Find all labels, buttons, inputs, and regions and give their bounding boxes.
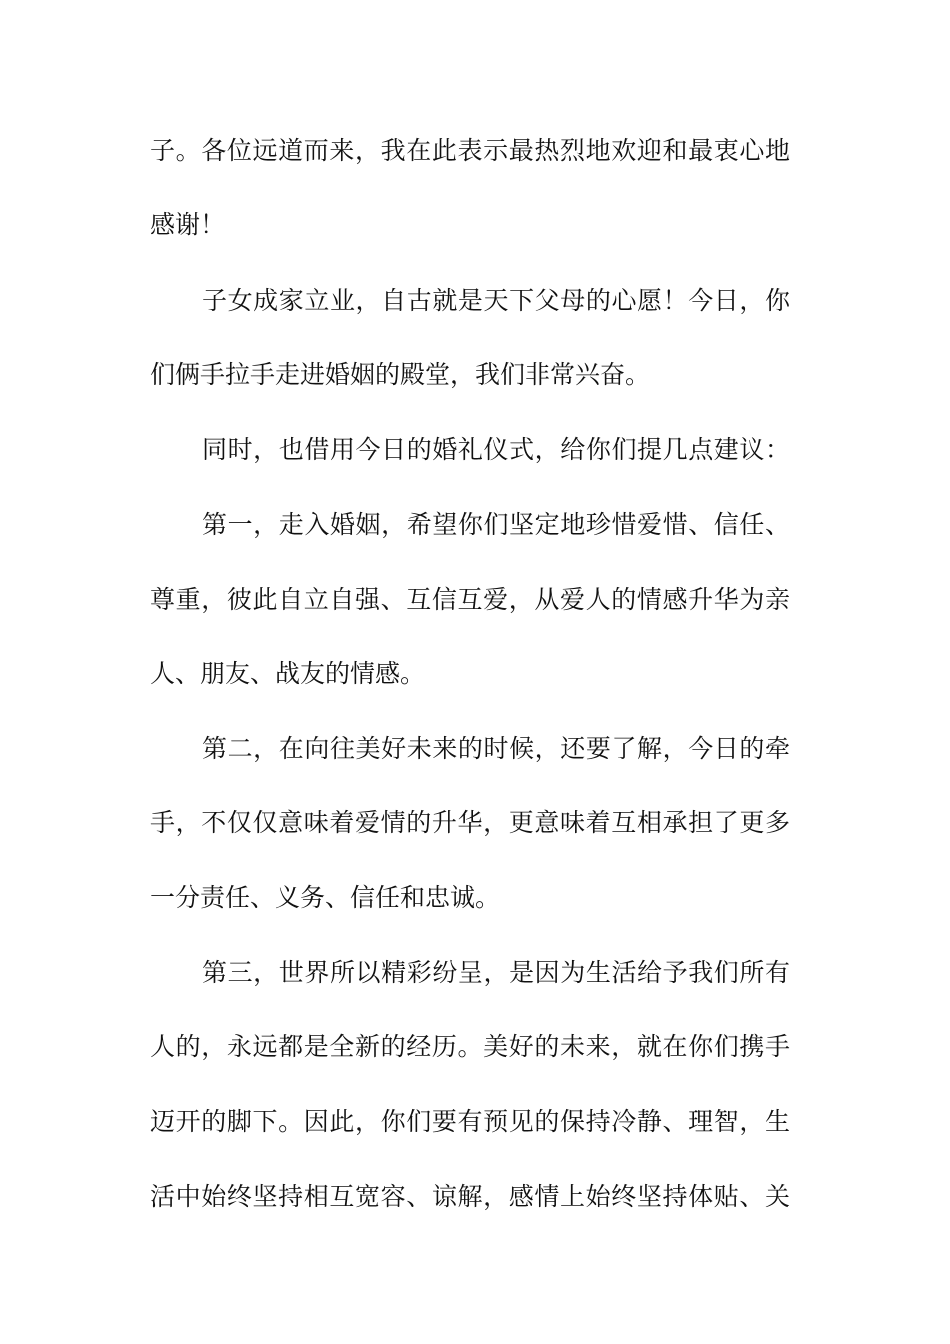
text-line-7: 尊重，彼此自立自强、互信互爱，从爱人的情感升华为亲: [150, 585, 790, 614]
text-line-15: 活中始终坚持相互宽容、谅解，感情上始终坚持体贴、关: [150, 1182, 790, 1211]
text-line-5: 同时，也借用今日的婚礼仪式，给你们提几点建议：: [202, 435, 790, 464]
text-line-3: 子女成家立业，自古就是天下父母的心愿！今日，你: [202, 286, 790, 315]
text-line-13: 人的，永远都是全新的经历。美好的未来，就在你们携手: [150, 1032, 790, 1061]
text-line-10: 手，不仅仅意味着爱情的升华，更意味着互相承担了更多: [150, 808, 790, 837]
text-line-9: 第二，在向往美好未来的时候，还要了解，今日的牵: [202, 734, 790, 763]
text-line-4: 们俩手拉手走进婚姻的殿堂，我们非常兴奋。: [150, 360, 651, 389]
text-line-6: 第一，走入婚姻，希望你们坚定地珍惜爱惜、信任、: [202, 510, 790, 539]
text-line-2: 感谢！: [150, 210, 226, 239]
text-line-12: 第三，世界所以精彩纷呈，是因为生活给予我们所有: [202, 958, 790, 987]
text-line-1: 子。各位远道而来，我在此表示最热烈地欢迎和最衷心地: [150, 136, 790, 165]
text-line-14: 迈开的脚下。因此，你们要有预见的保持冷静、理智，生: [150, 1107, 790, 1136]
text-line-11: 一分责任、义务、信任和忠诚。: [150, 883, 501, 912]
text-line-8: 人、朋友、战友的情感。: [150, 659, 426, 688]
